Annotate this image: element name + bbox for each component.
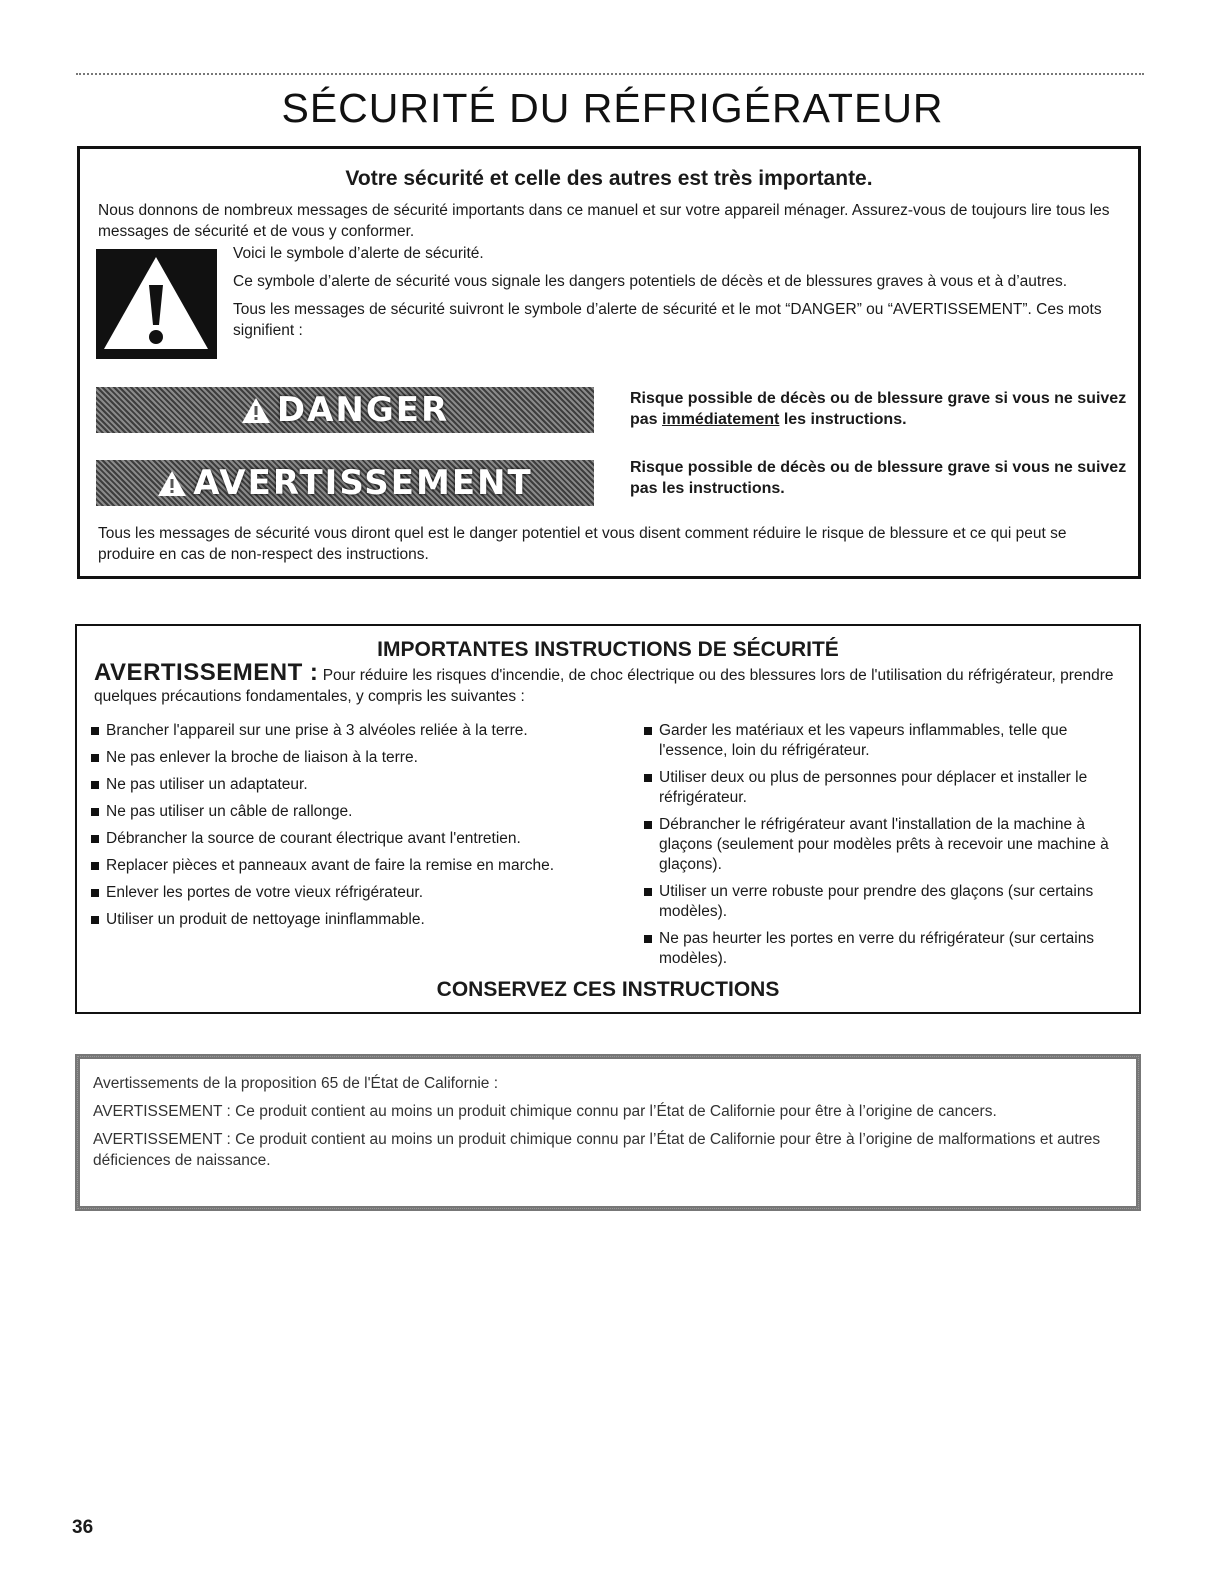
bullet-icon <box>91 862 99 870</box>
list-item: Utiliser un verre robuste pour prendre des glaçons (sur certains modèles). <box>640 882 1120 922</box>
bullet-icon <box>91 808 99 816</box>
prop65-warning: AVERTISSEMENT : Ce produit contient au moins un produit chimique connu par l’État de Californie pour être à l’origine de cancers. <box>93 1103 997 1120</box>
bullet-icon <box>644 774 652 782</box>
list-item: Débrancher le réfrigérateur avant l'installation de la machine à glaçons (seulement pour modèles prêts à recevoir une machine à glaçons). <box>640 815 1120 875</box>
instructions-heading: IMPORTANTES INSTRUCTIONS DE SÉCURITÉ <box>377 638 839 661</box>
list-item: Ne pas heurter les portes en verre du réfrigérateur (sur certains modèles). <box>640 929 1120 969</box>
list-item: Ne pas utiliser un adaptateur. <box>87 775 632 795</box>
top-rule <box>76 73 1144 75</box>
bullet-icon <box>644 935 652 943</box>
prop65-box <box>75 1054 1141 1211</box>
page-number: 36 <box>72 1517 94 1538</box>
instructions-list-right <box>640 721 1120 976</box>
safety-info-box <box>77 146 1141 579</box>
danger-label: DANGER <box>276 390 450 430</box>
warning-description: Risque possible de décès ou de blessure grave si vous ne suivez pas les instructions. <box>630 459 1127 497</box>
symbol-text: Ce symbole d’alerte de sécurité vous signale les dangers potentiels de décès et de blessures graves à vous et à d’autres. <box>233 273 1068 290</box>
bullet-icon <box>644 888 652 896</box>
danger-alert-icon <box>241 397 271 424</box>
safety-footer: Tous les messages de sécurité vous diront quel est le danger potentiel et vous disent comment réduire le risque de blessure et ce qui peut se produire en cas de non-respect des instructions. <box>98 525 1067 563</box>
symbol-explanations <box>233 243 1113 348</box>
important-instructions-box <box>75 624 1141 1014</box>
warning-alert-icon <box>157 470 187 497</box>
danger-description: Risque possible de décès ou de blessure grave si vous ne suivez pas immédiatement les instructions. <box>630 390 1127 428</box>
bullet-icon <box>91 835 99 843</box>
warning-signal-bar <box>96 460 594 506</box>
bullet-icon <box>91 781 99 789</box>
danger-signal-bar <box>96 387 594 433</box>
bullet-icon <box>91 889 99 897</box>
list-item: Replacer pièces et panneaux avant de faire la remise en marche. <box>87 856 632 876</box>
list-item: Garder les matériaux et les vapeurs inflammables, telle que l'essence, loin du réfrigérateur. <box>640 721 1120 761</box>
list-item: Ne pas enlever la broche de liaison à la terre. <box>87 748 632 768</box>
page-title: SÉCURITÉ DU RÉFRIGÉRATEUR <box>281 85 944 131</box>
safety-intro: Nous donnons de nombreux messages de sécurité importants dans ce manuel et sur votre appareil ménager. Assurez-vous de toujours lire tous les messages de sécurité et de vous y conformer. <box>98 202 1110 240</box>
bullet-icon <box>644 727 652 735</box>
list-item: Ne pas utiliser un câble de rallonge. <box>87 802 632 822</box>
prop65-warning: AVERTISSEMENT : Ce produit contient au moins un produit chimique connu par l’État de Californie pour être à l’origine de malformations et autres déficiences de naissance. <box>93 1131 1101 1169</box>
bullet-icon <box>91 754 99 762</box>
bullet-icon <box>91 916 99 924</box>
safety-heading: Votre sécurité et celle des autres est très importante. <box>345 167 873 190</box>
symbol-text: Tous les messages de sécurité suivront le symbole d’alerte de sécurité et le mot “DANGER” ou “AVERTISSEMENT”. Ces mots signifient : <box>233 301 1102 339</box>
safety-alert-symbol-icon <box>96 249 217 359</box>
warning-label: AVERTISSEMENT <box>193 463 533 503</box>
warning-label: AVERTISSEMENT : <box>94 659 319 686</box>
bullet-icon <box>644 821 652 829</box>
bullet-icon <box>91 727 99 735</box>
list-item: Brancher l'appareil sur une prise à 3 alvéoles reliée à la terre. <box>87 721 632 741</box>
prop65-title: Avertissements de la proposition 65 de l'État de Californie : <box>93 1075 499 1092</box>
save-instructions-heading: CONSERVEZ CES INSTRUCTIONS <box>436 978 780 1001</box>
list-item: Utiliser deux ou plus de personnes pour déplacer et installer le réfrigérateur. <box>640 768 1120 808</box>
list-item: Débrancher la source de courant électrique avant l'entretien. <box>87 829 632 849</box>
symbol-text: Voici le symbole d’alerte de sécurité. <box>233 245 484 262</box>
instructions-warning <box>94 659 1114 707</box>
list-item: Enlever les portes de votre vieux réfrigérateur. <box>87 883 632 903</box>
warning-text: Pour réduire les risques d'incendie, de choc électrique ou des blessures lors de l'utilisation du réfrigérateur, prendre quelques précautions fondamentales, y compris les suivantes : <box>94 667 1114 705</box>
list-item: Utiliser un produit de nettoyage ininflammable. <box>87 910 632 930</box>
instructions-list-left <box>87 721 632 937</box>
